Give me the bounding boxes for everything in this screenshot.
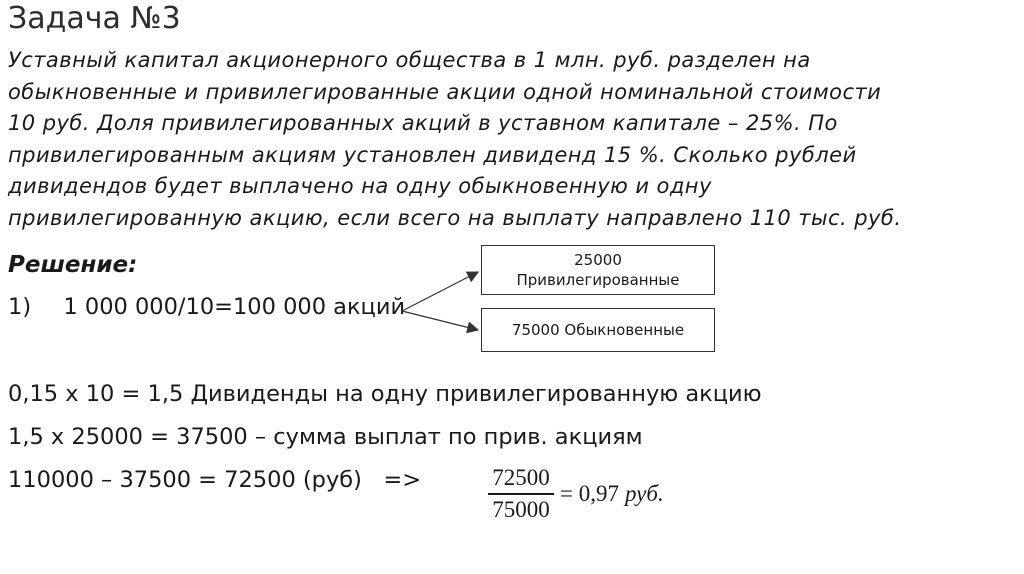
final-fraction — [488, 466, 664, 522]
common-shares-box — [481, 308, 715, 352]
arrow-to-preferred — [402, 272, 478, 311]
preferred-count: 25000 — [574, 251, 622, 269]
step-number-label: 1) — [8, 294, 32, 320]
fraction-numerator: 72500 — [492, 465, 550, 490]
fraction-bar — [488, 493, 554, 495]
fraction-unit: руб. — [624, 480, 664, 506]
fraction-denominator: 75000 — [492, 496, 550, 522]
problem-line: привилегированным акциям установлен дивиденд 15 %. Сколько рублей — [8, 142, 857, 167]
calc-line-3: 110000 – 37500 = 72500 (руб) => — [8, 467, 422, 493]
preferred-shares-box — [481, 245, 715, 295]
problem-line: привилегированную акцию, если всего на выплату направлено 110 тыс. руб. — [8, 205, 902, 230]
step-text: 1 000 000/10=100 000 акций — [63, 294, 406, 320]
fraction-result: = 0,97 — [560, 480, 619, 506]
problem-line: обыкновенные и привилегированные акции одной номинальной стоимости — [8, 79, 882, 104]
calc-line-1: 0,15 х 10 = 1,5 Дивиденды на одну привилегированную акцию — [8, 381, 762, 407]
calc-line-2: 1,5 х 25000 = 37500 – сумма выплат по прив. акциям — [8, 424, 643, 450]
problem-line: дивидендов будет выплачено на одну обыкновенную и одну — [8, 174, 712, 198]
fraction-body — [488, 466, 554, 522]
preferred-label: Привилегированные — [516, 271, 680, 289]
slide-title: Задача №3 — [8, 1, 181, 36]
problem-line: Уставный капитал акционерного общества в 1 млн. руб. разделен на — [8, 48, 811, 72]
problem-line: 10 руб. Доля привилегированных акций в уставном капитале – 25%. По — [8, 111, 838, 135]
common-label: 75000 Обыкновенные — [511, 321, 685, 339]
solution-heading: Решение: — [8, 252, 138, 278]
arrow-to-common — [402, 311, 478, 330]
